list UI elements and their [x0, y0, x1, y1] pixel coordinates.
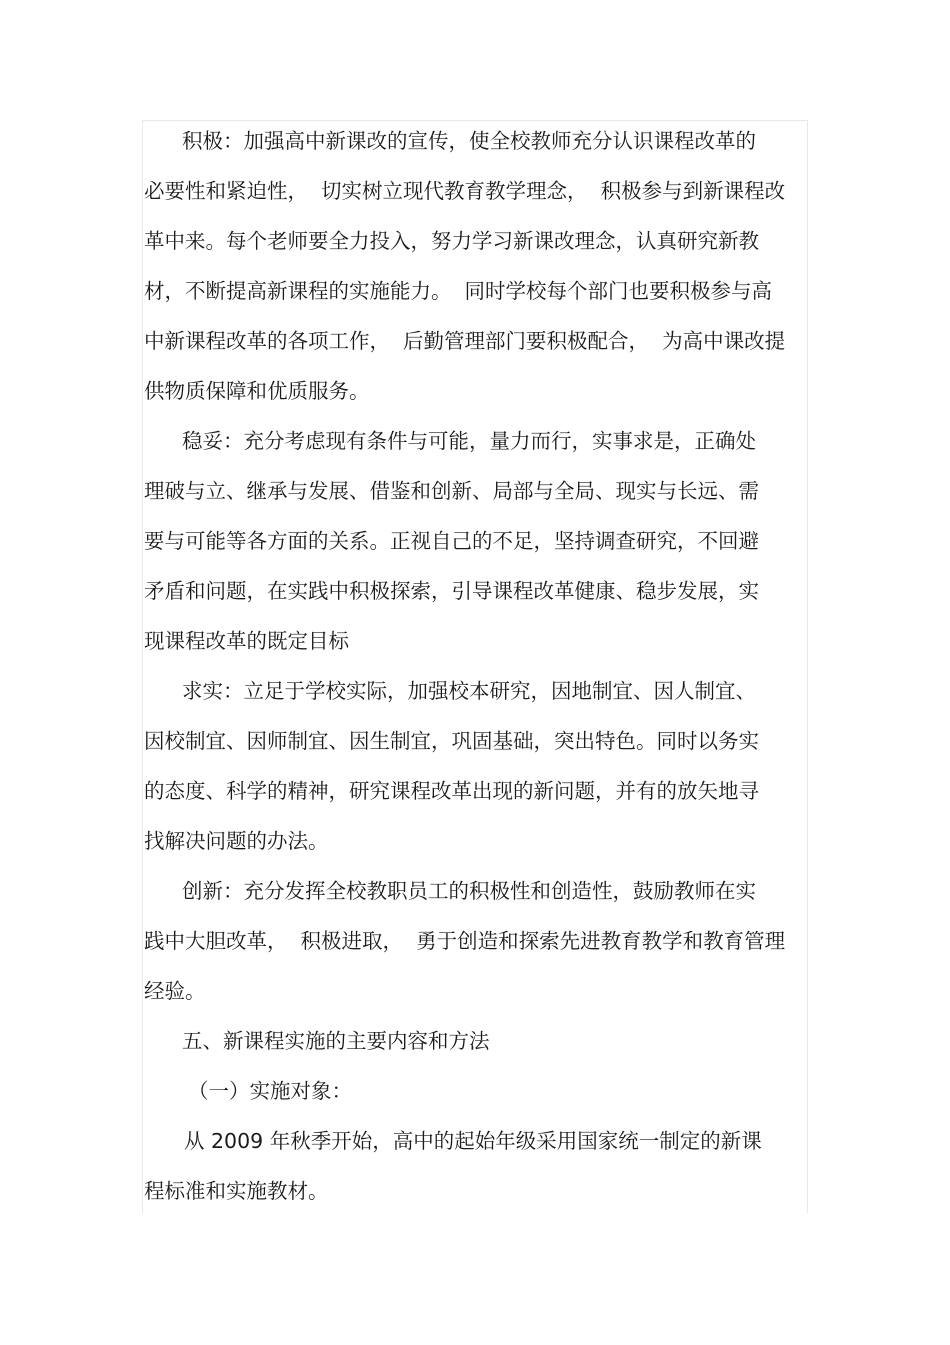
text-line: 矛盾和问题，在实践中积极探索，引导课程改革健康、稳步发展，实 — [144, 579, 759, 603]
section-heading: 五、新课程实施的主要内容和方法 — [182, 1029, 490, 1053]
text-line: 要与可能等各方面的关系。正视自己的不足，坚持调查研究，不回避 — [144, 529, 759, 553]
text-line: 稳妥：充分考虑现有条件与可能，量力而行，实事求是，正确处 — [182, 429, 756, 453]
text-line: 积极：加强高中新课改的宣传，使全校教师充分认识课程改革的 — [182, 129, 756, 153]
text-line: 创新：充分发挥全校教职员工的积极性和创造性，鼓励教师在实 — [182, 879, 756, 903]
text-line: 找解决问题的办法。 — [144, 829, 329, 853]
text-line: 中新课程改革的各项工作， 后勤管理部门要积极配合， 为高中课改提 — [144, 329, 786, 353]
text-line: 程标准和实施教材。 — [144, 1179, 329, 1203]
text-line: 因校制宜、因师制宜、因生制宜，巩固基础，突出特色。同时以务实 — [144, 729, 759, 753]
text-line: 必要性和紧迫性， 切实树立现代教育教学理念， 积极参与到新课程改 — [144, 179, 786, 203]
text-line: 经验。 — [144, 979, 206, 1003]
subsection-heading: （一）实施对象： — [188, 1079, 352, 1103]
text-line: 材，不断提高新课程的实施能力。 同时学校每个部门也要积极参与高 — [144, 279, 773, 303]
text-line: 的态度、科学的精神，研究课程改革出现的新问题，并有的放矢地寻 — [144, 779, 759, 803]
text-line: 从 2009 年秋季开始，高中的起始年级采用国家统一制定的新课 — [184, 1129, 762, 1153]
text-line: 求实：立足于学校实际，加强校本研究，因地制宜、因人制宜、 — [182, 679, 756, 703]
text-line: 现课程改革的既定目标 — [144, 629, 349, 653]
text-line: 供物质保障和优质服务。 — [144, 379, 370, 403]
text-line: 践中大胆改革， 积极进取， 勇于创造和探索先进教育教学和教育管理 — [144, 929, 786, 953]
text-line: 理破与立、继承与发展、借鉴和创新、局部与全局、现实与长远、需 — [144, 479, 759, 503]
text-line: 革中来。每个老师要全力投入，努力学习新课改理念，认真研究新教 — [144, 229, 759, 253]
